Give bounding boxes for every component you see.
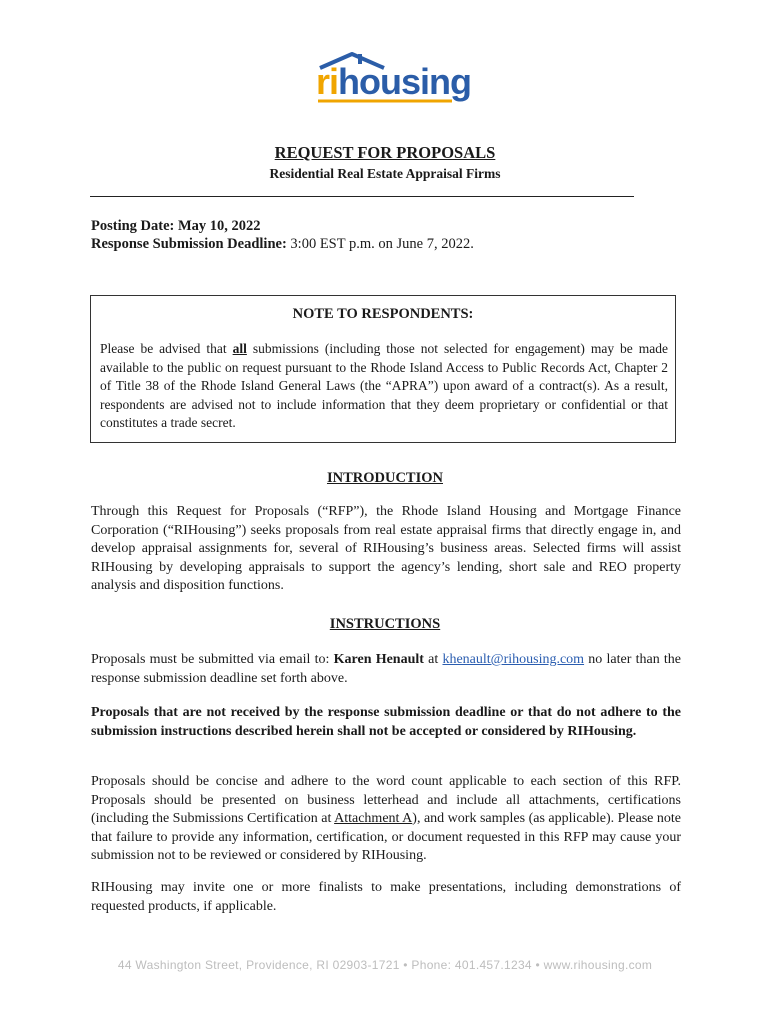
instructions-paragraph-4: RIHousing may invite one or more finalists to make presentations, including demonstrations of requested products, if applicable. — [91, 880, 681, 914]
attachment-a-link[interactable]: Attachment A — [334, 811, 413, 826]
instructions-paragraph-3 — [91, 773, 681, 866]
logo-wordmark — [316, 62, 471, 102]
page-subtitle: Residential Real Estate Appraisal Firms — [269, 166, 501, 181]
rihousing-logo — [312, 48, 471, 108]
note-body — [100, 340, 668, 433]
p1-at: at — [423, 652, 443, 667]
logo-ri: ri — [316, 61, 339, 102]
logo-housing: housing — [338, 61, 471, 102]
note-body-pre: Please be advised that — [100, 341, 233, 356]
p3-pre: Proposals should be concise and adhere to the word count applicable to each section of this RFP. Proposals should be presented on business letterhead and include all attachments, certifications (including the Submissions Certification at — [91, 774, 681, 826]
instructions-paragraph-2: Proposals that are not received by the response submission deadline or that do not adhere to the submission instructions described herein shall not be accepted or considered by RIHousing. — [91, 705, 681, 739]
contact-name: Karen Henault — [333, 652, 424, 667]
p3-post: ), and work samples (as applicable). Please note that failure to provide any information, certification, or document requested in this RFP may cause your submission not to be reviewed or considered by RIHousing. — [91, 811, 682, 863]
note-to-respondents-box — [90, 295, 676, 443]
introduction-paragraph: Through this Request for Proposals (“RFP”), the Rhode Island Housing and Mortgage Finance Corporation (“RIHousing”) seeks proposals from real estate appraisal firms that directly engage in, and develop appraisal assignments for, several of RIHousing’s business areas. Selected firms will assist RIHousing by developing appraisals to support the agency’s lending, short sale and REO property analysis and disposition functions. — [91, 504, 681, 593]
instructions-paragraph-1 — [91, 651, 681, 688]
posting-info — [91, 217, 474, 253]
email-link[interactable]: khenault@rihousing.com — [442, 652, 585, 667]
deadline-label: Response Submission Deadline: — [91, 236, 287, 252]
note-body-post: submissions (including those not selected for engagement) may be made available to the public on request pursuant to the Rhode Island Access to Public Records Act, Chapter 2 of Title 38 of the Rhode Island General Laws (the “APRA”) upon award of a contract(s). As a result, respondents are advised not to include information that they deem proprietary or confidential or that constitutes a trade secret. — [100, 341, 668, 430]
note-body-emphasis: all — [232, 341, 247, 356]
p1-pre: Proposals must be submitted via email to: — [91, 652, 334, 667]
posting-date: Posting Date: May 10, 2022 — [91, 218, 261, 234]
footer-address: 44 Washington Street, Providence, RI 02903-1721 • Phone: 401.457.1234 • www.rihousing.com — [117, 958, 653, 972]
page-title: REQUEST FOR PROPOSALS — [274, 143, 496, 162]
p1-post: no later than the response submission deadline set forth above. — [91, 652, 682, 686]
note-heading: NOTE TO RESPONDENTS: — [292, 306, 474, 322]
deadline-value: 3:00 EST p.m. on June 7, 2022. — [286, 236, 474, 252]
divider — [90, 196, 634, 197]
introduction-heading: INTRODUCTION — [326, 470, 443, 486]
instructions-heading: INSTRUCTIONS — [329, 616, 441, 632]
